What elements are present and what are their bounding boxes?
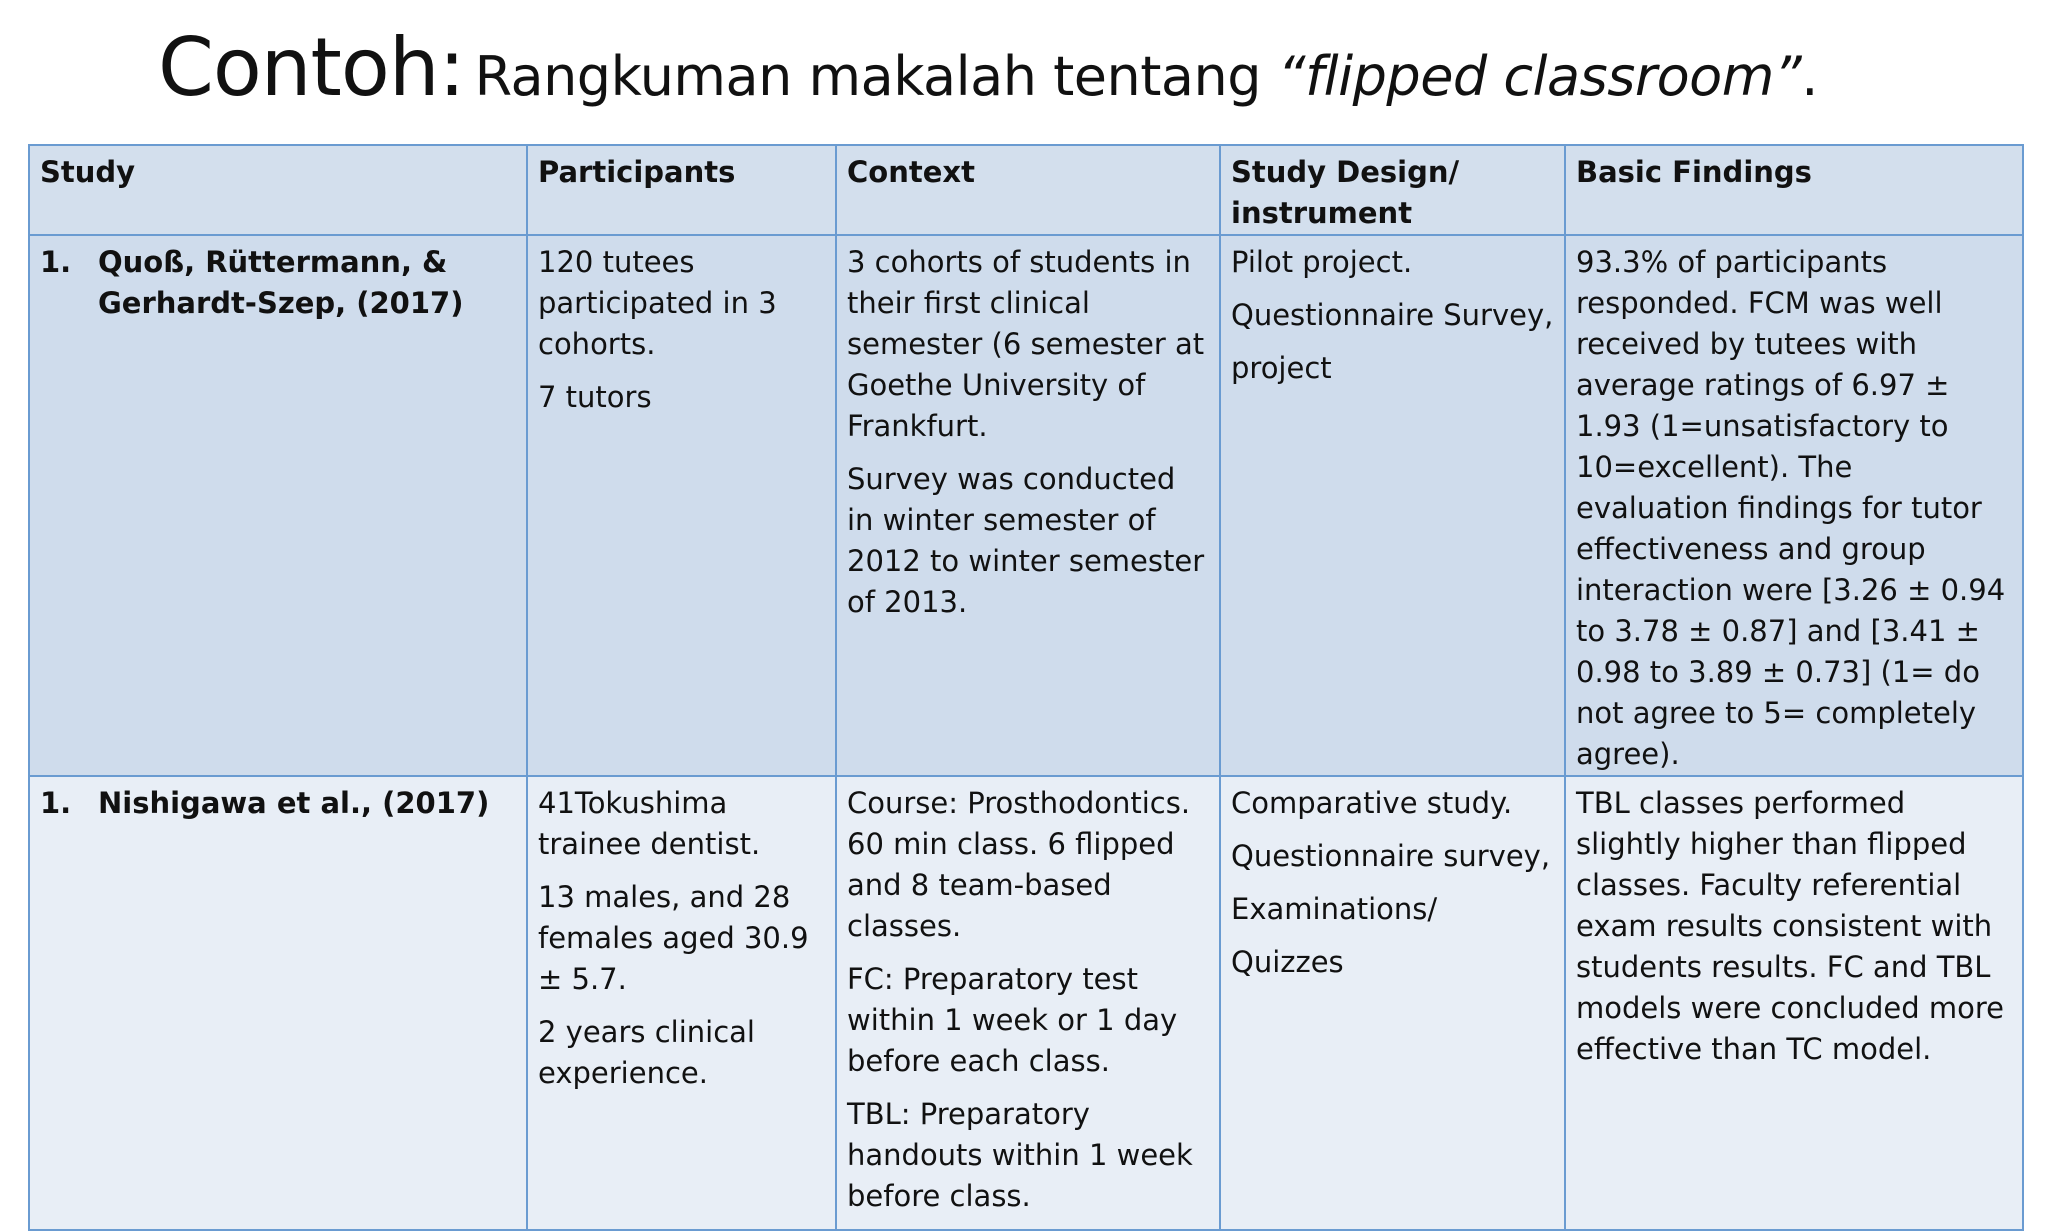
title-lead: Contoh: bbox=[158, 21, 465, 114]
title-emphasis: “flipped classroom” bbox=[1277, 45, 1802, 108]
context-text: FC: Preparatory test within 1 week or 1 day before each class. bbox=[847, 962, 1178, 1078]
design-cell bbox=[1220, 235, 1565, 776]
findings-cell bbox=[1565, 776, 2023, 1230]
header-participants: Participants bbox=[527, 145, 836, 235]
participants-cell bbox=[527, 776, 836, 1230]
header-study: Study bbox=[29, 145, 527, 235]
design-cell bbox=[1220, 776, 1565, 1230]
participants-cell bbox=[527, 235, 836, 776]
study-cell bbox=[29, 776, 527, 1230]
design-text: Comparative study. bbox=[1231, 786, 1513, 820]
design-text: Questionnaire Survey, bbox=[1231, 298, 1554, 332]
studies-table bbox=[28, 144, 2024, 1231]
study-name: Quoß, Rüttermann, & Gerhardt-Szep, (2017) bbox=[98, 245, 464, 320]
design-text: project bbox=[1231, 351, 1332, 385]
header-context: Context bbox=[836, 145, 1220, 235]
table-row bbox=[29, 235, 2023, 776]
header-basic-findings: Basic Findings bbox=[1565, 145, 2023, 235]
findings-cell bbox=[1565, 235, 2023, 776]
table-header-row bbox=[29, 145, 2023, 235]
context-text: Course: Prosthodontics. 60 min class. 6 flipped and 8 team-based classes. bbox=[847, 786, 1191, 943]
participants-text: 7 tutors bbox=[538, 380, 652, 414]
design-text: Questionnaire survey, bbox=[1231, 839, 1551, 873]
design-text: Examinations/ bbox=[1231, 892, 1438, 926]
studies-table-container bbox=[28, 144, 2022, 1231]
study-cell bbox=[29, 235, 527, 776]
title-tail: . bbox=[1801, 45, 1818, 108]
study-number: 1. bbox=[40, 245, 72, 279]
context-text: Survey was conducted in winter semester of 2012 to winter semester of 2013. bbox=[847, 462, 1205, 619]
title-text bbox=[475, 45, 1818, 108]
slide-title bbox=[158, 22, 1818, 114]
participants-text: 13 males, and 28 females aged 30.9 ± 5.7. bbox=[538, 880, 809, 996]
context-text: 3 cohorts of students in their first clinical semester (6 semester at Goethe University of Frankfurt. bbox=[847, 245, 1205, 443]
findings-text: TBL classes performed slightly higher than flipped classes. Faculty referential exam results consistent with students results. FC and TBL models were concluded more effective than TC model. bbox=[1576, 786, 2004, 1066]
study-name: Nishigawa et al., (2017) bbox=[98, 786, 490, 820]
design-text: Pilot project. bbox=[1231, 245, 1413, 279]
findings-text: 93.3% of participants responded. FCM was well received by tutees with average ratings of 6.97 ± 1.93 (1=unsatisfactory to 10=excellent). The evaluation findings for tutor effectiveness and group interaction were [3.26 ± 0.94 to 3.78 ± 0.87] and [3.41 ± 0.98 to 3.89 ± 0.73] (1= do not agree to 5= completely agree). bbox=[1576, 245, 2006, 771]
participants-text: 41Tokushima trainee dentist. bbox=[538, 786, 761, 861]
participants-text: 120 tutees participated in 3 cohorts. bbox=[538, 245, 777, 361]
design-text: Quizzes bbox=[1231, 945, 1344, 979]
context-text: TBL: Preparatory handouts within 1 week before class. bbox=[847, 1097, 1193, 1213]
study-number: 1. bbox=[40, 786, 72, 820]
context-cell bbox=[836, 776, 1220, 1230]
header-study-design: Study Design/ instrument bbox=[1220, 145, 1565, 235]
table-row bbox=[29, 776, 2023, 1230]
participants-text: 2 years clinical experience. bbox=[538, 1015, 755, 1090]
context-cell bbox=[836, 235, 1220, 776]
title-main-text: Rangkuman makalah tentang bbox=[474, 45, 1261, 108]
